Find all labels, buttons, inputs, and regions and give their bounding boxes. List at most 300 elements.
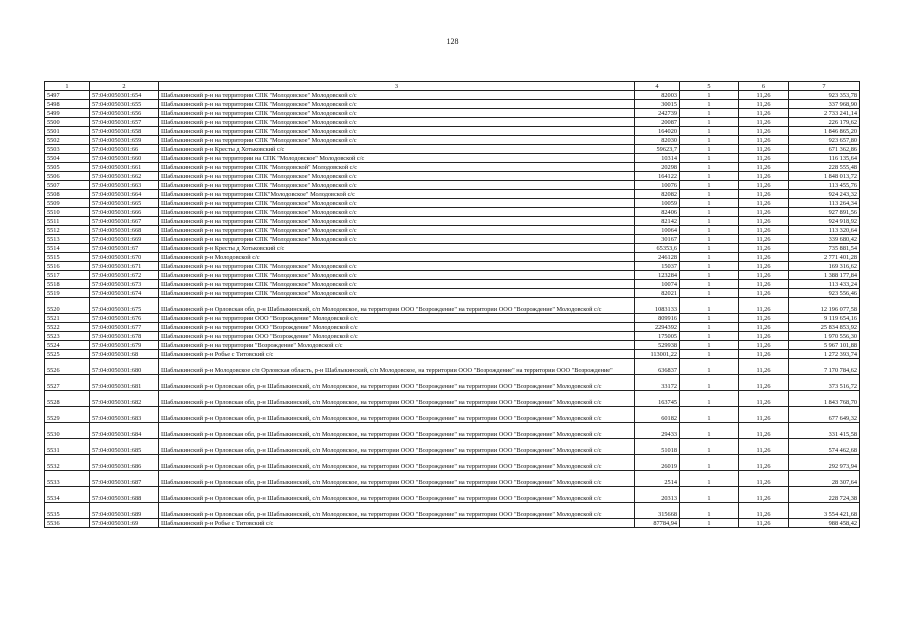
cell-area: 10074 <box>635 280 680 289</box>
cell-cad: 57:04:0050301:682 <box>90 391 159 407</box>
cell-area: 20087 <box>635 118 680 127</box>
cell-area: 10314 <box>635 154 680 163</box>
cell-num: 5502 <box>45 136 90 145</box>
cell-num: 5518 <box>45 280 90 289</box>
cell-area: 65353,6 <box>635 244 680 253</box>
cell-value: 7 170 784,62 <box>789 359 860 375</box>
cell-num: 5529 <box>45 407 90 423</box>
cell-area: 10076 <box>635 181 680 190</box>
cell-rate: 11,26 <box>739 163 789 172</box>
cell-cad: 57:04:0050301:684 <box>90 423 159 439</box>
cell-desc: Шаблыкинский р-н Орловская обл, р-н Шаблыкинский, с/п Молодовское, на территории ООО "Возрождение" на территории ООО "Возрождение" Молодовской с/с <box>159 423 635 439</box>
cell-area: 246128 <box>635 253 680 262</box>
cell-num: 5503 <box>45 145 90 154</box>
cell-value: 292 973,94 <box>789 455 860 471</box>
cell-qty: 1 <box>680 226 739 235</box>
cell-desc: Шаблыкинский р-н Орловская обл, р-н Шаблыкинский, с/п Молодовское, на территории ООО "Возрождение" на территории ООО "Возрождение" Молодовской с/с <box>159 487 635 503</box>
cell-desc: Шаблыкинский р-н на территории СПК "Молодовское" Молодовской с/с <box>159 217 635 226</box>
column-header: 4 <box>635 82 680 91</box>
cell-cad: 57:04:0050301:666 <box>90 208 159 217</box>
cell-num: 5501 <box>45 127 90 136</box>
cell-area: 82082 <box>635 190 680 199</box>
cell-cad: 57:04:0050301:68 <box>90 350 159 359</box>
cell-desc: Шаблыкинский р-н Орловская обл, р-н Шаблыкинский, с/п Молодовское, на территории ООО "Возрождение" на территории ООО "Возрождение" Молодовской с/с <box>159 503 635 519</box>
cell-cad: 57:04:0050301:685 <box>90 439 159 455</box>
cell-cad: 57:04:0050301:683 <box>90 407 159 423</box>
cell-qty: 1 <box>680 253 739 262</box>
cell-rate: 11,26 <box>739 154 789 163</box>
cell-value: 228 555,48 <box>789 163 860 172</box>
cell-qty: 1 <box>680 375 739 391</box>
cell-num: 5511 <box>45 217 90 226</box>
cell-num: 5517 <box>45 271 90 280</box>
cell-area: 1083133 <box>635 298 680 314</box>
table-row <box>45 154 860 163</box>
column-header: 2 <box>90 82 159 91</box>
cell-rate: 11,26 <box>739 280 789 289</box>
cell-qty: 1 <box>680 118 739 127</box>
cell-desc: Шаблыкинский р-н на территории ООО "Возрождение" Молодовской с/с <box>159 332 635 341</box>
cell-desc: Шаблыкинский р-н Кресты д Хотьковский с/с <box>159 145 635 154</box>
cell-cad: 57:04:0050301:681 <box>90 375 159 391</box>
cell-desc: Шаблыкинский р-н Орловская обл, р-н Шаблыкинский, с/п Молодовское, на территории ООО "Возрождение" на территории ООО "Возрождение" Молодовской с/с <box>159 471 635 487</box>
cell-value: 113 433,24 <box>789 280 860 289</box>
cell-cad: 57:04:0050301:669 <box>90 235 159 244</box>
table-row <box>45 314 860 323</box>
cell-rate: 11,26 <box>739 136 789 145</box>
table-row <box>45 271 860 280</box>
cell-value: 1 272 393,74 <box>789 350 860 359</box>
cell-desc: Шаблыкинский р-н на территории СПК "Молодовское" Молодовской с/с <box>159 172 635 181</box>
cell-qty: 1 <box>680 323 739 332</box>
cell-value: 1 848 013,72 <box>789 172 860 181</box>
cell-qty: 1 <box>680 359 739 375</box>
cell-num: 5508 <box>45 190 90 199</box>
cell-value: 2 733 241,14 <box>789 109 860 118</box>
cell-cad: 57:04:0050301:688 <box>90 487 159 503</box>
cell-rate: 11,26 <box>739 471 789 487</box>
cell-value: 574 462,68 <box>789 439 860 455</box>
cell-rate: 11,26 <box>739 199 789 208</box>
cell-rate: 11,26 <box>739 181 789 190</box>
cell-rate: 11,26 <box>739 172 789 181</box>
cell-qty: 1 <box>680 91 739 100</box>
cell-qty: 1 <box>680 487 739 503</box>
cell-qty: 1 <box>680 109 739 118</box>
table-body <box>45 82 860 528</box>
cell-num: 5506 <box>45 172 90 181</box>
table-row <box>45 350 860 359</box>
table-row <box>45 253 860 262</box>
table-row <box>45 91 860 100</box>
cell-area: 315668 <box>635 503 680 519</box>
cell-qty: 1 <box>680 244 739 253</box>
cell-value: 25 834 853,92 <box>789 323 860 332</box>
cell-num: 5500 <box>45 118 90 127</box>
cell-desc: Шаблыкинский р-н Кресты д Хотьковский с/с <box>159 244 635 253</box>
cell-cad: 57:04:0050301:657 <box>90 118 159 127</box>
cell-rate: 11,26 <box>739 289 789 298</box>
cell-value: 113 264,34 <box>789 199 860 208</box>
cell-qty: 1 <box>680 127 739 136</box>
cell-cad: 57:04:0050301:655 <box>90 100 159 109</box>
cell-value: 1 846 865,20 <box>789 127 860 136</box>
table-row <box>45 100 860 109</box>
cell-cad: 57:04:0050301:679 <box>90 341 159 350</box>
column-header: 3 <box>159 82 635 91</box>
cell-cad: 57:04:0050301:677 <box>90 323 159 332</box>
cell-desc: Шаблыкинский р-н на территории СПК "Молодовской" Молодовской с/с <box>159 163 635 172</box>
cell-cad: 57:04:0050301:662 <box>90 172 159 181</box>
cell-desc: Шаблыкинский р-н на территории СПК "Молодовское" Молодовской с/с <box>159 100 635 109</box>
cell-value: 331 415,58 <box>789 423 860 439</box>
cell-num: 5514 <box>45 244 90 253</box>
cell-qty: 1 <box>680 439 739 455</box>
cell-num: 5512 <box>45 226 90 235</box>
cell-area: 20298 <box>635 163 680 172</box>
table-row <box>45 235 860 244</box>
cell-rate: 11,26 <box>739 262 789 271</box>
cell-area: 809916 <box>635 314 680 323</box>
cell-num: 5505 <box>45 163 90 172</box>
table-row <box>45 163 860 172</box>
cell-cad: 57:04:0050301:671 <box>90 262 159 271</box>
table-row <box>45 359 860 375</box>
cell-qty: 1 <box>680 172 739 181</box>
table-row <box>45 127 860 136</box>
cell-qty: 1 <box>680 519 739 528</box>
cell-desc: Шаблыкинский р-н на территории СПК "Молодовское" Молодовской с/с <box>159 109 635 118</box>
cell-qty: 1 <box>680 199 739 208</box>
cell-desc: Шаблыкинский р-н на территории СПК "Молодовское" Молодовской с/с <box>159 127 635 136</box>
cell-rate: 11,26 <box>739 145 789 154</box>
cell-num: 5513 <box>45 235 90 244</box>
table-row <box>45 487 860 503</box>
cell-num: 5523 <box>45 332 90 341</box>
cell-desc: Шаблыкинский р-н на территории СПК "Молодовское" Молодовской с/с <box>159 226 635 235</box>
cell-num: 5531 <box>45 439 90 455</box>
cell-num: 5535 <box>45 503 90 519</box>
cell-num: 5521 <box>45 314 90 323</box>
cell-value: 923 353,78 <box>789 91 860 100</box>
cell-num: 5498 <box>45 100 90 109</box>
cell-num: 5534 <box>45 487 90 503</box>
cell-desc: Шаблыкинский р-н на территории СПК "Молодовское" Молодовской с/с <box>159 199 635 208</box>
cell-cad: 57:04:0050301:658 <box>90 127 159 136</box>
cell-value: 923 657,80 <box>789 136 860 145</box>
cell-desc: Шаблыкинский р-н на территории СПК "Молодовское" Молодовской с/с <box>159 271 635 280</box>
cell-area: 123284 <box>635 271 680 280</box>
cell-num: 5527 <box>45 375 90 391</box>
cell-area: 163745 <box>635 391 680 407</box>
cell-rate: 11,26 <box>739 519 789 528</box>
cell-num: 5526 <box>45 359 90 375</box>
cell-rate: 11,26 <box>739 109 789 118</box>
table-row <box>45 262 860 271</box>
cell-num: 5524 <box>45 341 90 350</box>
cell-rate: 11,26 <box>739 350 789 359</box>
cell-area: 529938 <box>635 341 680 350</box>
cell-qty: 1 <box>680 217 739 226</box>
cell-area: 30167 <box>635 235 680 244</box>
column-numbers-row <box>45 82 860 91</box>
cell-area: 29433 <box>635 423 680 439</box>
cell-qty: 1 <box>680 407 739 423</box>
cell-num: 5519 <box>45 289 90 298</box>
cell-value: 9 119 654,16 <box>789 314 860 323</box>
cell-desc: Шаблыкинский р-н на территории СПК "Молодовское" Молодовской с/с <box>159 91 635 100</box>
cell-qty: 1 <box>680 154 739 163</box>
cell-cad: 57:04:0050301:667 <box>90 217 159 226</box>
cell-rate: 11,26 <box>739 391 789 407</box>
cell-area: 60182 <box>635 407 680 423</box>
cell-rate: 11,26 <box>739 244 789 253</box>
cell-desc: Шаблыкинский р-н Робье с Титовский с/с <box>159 519 635 528</box>
cell-qty: 1 <box>680 100 739 109</box>
cell-area: 82030 <box>635 136 680 145</box>
cell-rate: 11,26 <box>739 208 789 217</box>
cell-num: 5522 <box>45 323 90 332</box>
cell-area: 87784,94 <box>635 519 680 528</box>
cell-rate: 11,26 <box>739 314 789 323</box>
cell-value: 671 362,86 <box>789 145 860 154</box>
cell-desc: Шаблыкинский р-н Орловская обл, р-н Шаблыкинский, с/п Молодовское, на территории ООО "Возрождение" на территории ООО "Возрождение" Молодовской с/с <box>159 407 635 423</box>
cell-value: 228 724,38 <box>789 487 860 503</box>
cell-rate: 11,26 <box>739 455 789 471</box>
cell-rate: 11,26 <box>739 253 789 262</box>
cell-value: 339 680,42 <box>789 235 860 244</box>
cell-rate: 11,26 <box>739 332 789 341</box>
cell-area: 175005 <box>635 332 680 341</box>
cell-cad: 57:04:0050301:663 <box>90 181 159 190</box>
cell-rate: 11,26 <box>739 323 789 332</box>
cell-qty: 1 <box>680 341 739 350</box>
table-row <box>45 280 860 289</box>
cell-cad: 57:04:0050301:67 <box>90 244 159 253</box>
cell-value: 337 968,90 <box>789 100 860 109</box>
cell-value: 988 458,42 <box>789 519 860 528</box>
cell-desc: Шаблыкинский р-н на территории СПК "Молодовское" Молодовской с/с <box>159 262 635 271</box>
cell-area: 636837 <box>635 359 680 375</box>
cell-area: 20313 <box>635 487 680 503</box>
cell-num: 5497 <box>45 91 90 100</box>
table-row <box>45 208 860 217</box>
cell-value: 924 918,92 <box>789 217 860 226</box>
cell-desc: Шаблыкинский р-н Робье с Титовский с/с <box>159 350 635 359</box>
cell-area: 10064 <box>635 226 680 235</box>
cell-area: 15037 <box>635 262 680 271</box>
table-row <box>45 136 860 145</box>
cell-num: 5504 <box>45 154 90 163</box>
cell-cad: 57:04:0050301:670 <box>90 253 159 262</box>
table-row <box>45 519 860 528</box>
cell-cad: 57:04:0050301:673 <box>90 280 159 289</box>
cell-area: 10059 <box>635 199 680 208</box>
cell-num: 5533 <box>45 471 90 487</box>
cell-value: 28 307,64 <box>789 471 860 487</box>
cell-value: 923 556,46 <box>789 289 860 298</box>
table-row <box>45 145 860 154</box>
cell-cad: 57:04:0050301:680 <box>90 359 159 375</box>
cell-num: 5507 <box>45 181 90 190</box>
cell-num: 5516 <box>45 262 90 271</box>
cell-area: 113001,22 <box>635 350 680 359</box>
cell-qty: 1 <box>680 391 739 407</box>
cell-desc: Шаблыкинский р-н на территории СПК "Молодовское" Молодовской с/с <box>159 136 635 145</box>
cell-area: 242739 <box>635 109 680 118</box>
cell-num: 5515 <box>45 253 90 262</box>
cell-area: 2294392 <box>635 323 680 332</box>
cell-qty: 1 <box>680 163 739 172</box>
cell-num: 5530 <box>45 423 90 439</box>
table-row <box>45 375 860 391</box>
cell-num: 5532 <box>45 455 90 471</box>
cell-value: 2 771 401,28 <box>789 253 860 262</box>
cell-value: 735 881,54 <box>789 244 860 253</box>
cell-area: 2514 <box>635 471 680 487</box>
column-header: 7 <box>789 82 860 91</box>
cell-qty: 1 <box>680 271 739 280</box>
cell-qty: 1 <box>680 423 739 439</box>
cell-area: 33172 <box>635 375 680 391</box>
cell-qty: 1 <box>680 298 739 314</box>
cell-desc: Шаблыкинский р-н на территории СПК "Молодовское" Молодовской с/с <box>159 208 635 217</box>
cell-value: 5 967 101,88 <box>789 341 860 350</box>
cell-area: 30015 <box>635 100 680 109</box>
cell-rate: 11,26 <box>739 118 789 127</box>
cell-value: 1 843 768,70 <box>789 391 860 407</box>
cell-qty: 1 <box>680 314 739 323</box>
page-number: 128 <box>446 37 459 46</box>
cell-desc: Шаблыкинский р-н Орловская обл, р-н Шаблыкинский, с/п Молодовское, на территории ООО "Возрождение" на территории ООО "Возрождение" Молодовской с/с <box>159 391 635 407</box>
cell-qty: 1 <box>680 332 739 341</box>
cell-cad: 57:04:0050301:676 <box>90 314 159 323</box>
cell-area: 164122 <box>635 172 680 181</box>
cell-qty: 1 <box>680 471 739 487</box>
table-row <box>45 341 860 350</box>
table-row <box>45 439 860 455</box>
cell-num: 5528 <box>45 391 90 407</box>
cell-rate: 11,26 <box>739 423 789 439</box>
cell-cad: 57:04:0050301:664 <box>90 190 159 199</box>
cell-qty: 1 <box>680 136 739 145</box>
cell-desc: Шаблыкинский р-н Орловская обл, р-н Шаблыкинский, с/п Молодовское, на территории ООО "Возрождение" на территории ООО "Возрождение" Молодовской с/с <box>159 455 635 471</box>
cell-value: 113 320,64 <box>789 226 860 235</box>
cell-desc: Шаблыкинский р-н на территории ООО "Возрождение" Молодовской с/с <box>159 314 635 323</box>
cell-area: 82021 <box>635 289 680 298</box>
table-row <box>45 109 860 118</box>
table-row <box>45 407 860 423</box>
cell-desc: Шаблыкинский р-н Орловская обл, р-н Шаблыкинский, с/п Молодовское, на территории ООО "Возрождение" на территории ООО "Возрождение" Молодовской с/с <box>159 375 635 391</box>
cell-qty: 1 <box>680 280 739 289</box>
cell-desc: Шаблыкинский р-н на территории СПК "Молодовское" Молодовской с/с <box>159 289 635 298</box>
table-row <box>45 199 860 208</box>
cell-value: 373 516,72 <box>789 375 860 391</box>
cell-rate: 11,26 <box>739 127 789 136</box>
cell-rate: 11,26 <box>739 439 789 455</box>
cell-value: 1 388 177,84 <box>789 271 860 280</box>
cell-rate: 11,26 <box>739 503 789 519</box>
cell-cad: 57:04:0050301:660 <box>90 154 159 163</box>
cell-area: 59623,7 <box>635 145 680 154</box>
cell-desc: Шаблыкинский р-н на территории СПК"Молодовское" Молодовской с/с <box>159 190 635 199</box>
cell-qty: 1 <box>680 235 739 244</box>
table-row <box>45 244 860 253</box>
column-header: 1 <box>45 82 90 91</box>
cell-cad: 57:04:0050301:665 <box>90 199 159 208</box>
cell-qty: 1 <box>680 503 739 519</box>
table-row <box>45 323 860 332</box>
cell-desc: Шаблыкинский р-н на территории на СПК "Молодовское" Молодовской с/с <box>159 154 635 163</box>
cell-value: 12 196 077,58 <box>789 298 860 314</box>
cell-rate: 11,26 <box>739 407 789 423</box>
table-row <box>45 289 860 298</box>
cell-value: 1 970 556,30 <box>789 332 860 341</box>
cell-area: 26019 <box>635 455 680 471</box>
cell-qty: 1 <box>680 350 739 359</box>
cell-value: 169 316,62 <box>789 262 860 271</box>
table-row <box>45 190 860 199</box>
cell-cad: 57:04:0050301:675 <box>90 298 159 314</box>
table-row <box>45 455 860 471</box>
cell-rate: 11,26 <box>739 298 789 314</box>
cell-rate: 11,26 <box>739 217 789 226</box>
cell-num: 5510 <box>45 208 90 217</box>
cell-rate: 11,26 <box>739 271 789 280</box>
cell-qty: 1 <box>680 208 739 217</box>
cell-cad: 57:04:0050301:69 <box>90 519 159 528</box>
cell-desc: Шаблыкинский р-н Молодовской с/с <box>159 253 635 262</box>
cell-cad: 57:04:0050301:654 <box>90 91 159 100</box>
cell-cad: 57:04:0050301:659 <box>90 136 159 145</box>
cell-desc: Шаблыкинский р-н на территории СПК "Молодовское" Молодовской с/с <box>159 235 635 244</box>
cell-cad: 57:04:0050301:686 <box>90 455 159 471</box>
cell-rate: 11,26 <box>739 226 789 235</box>
cell-rate: 11,26 <box>739 375 789 391</box>
table-row <box>45 181 860 190</box>
cell-rate: 11,26 <box>739 190 789 199</box>
cell-cad: 57:04:0050301:668 <box>90 226 159 235</box>
cell-area: 164020 <box>635 127 680 136</box>
cell-area: 82142 <box>635 217 680 226</box>
table-row <box>45 118 860 127</box>
cell-cad: 57:04:0050301:689 <box>90 503 159 519</box>
cell-area: 82003 <box>635 91 680 100</box>
cell-value: 927 891,56 <box>789 208 860 217</box>
cell-qty: 1 <box>680 145 739 154</box>
table-row <box>45 423 860 439</box>
cell-num: 5509 <box>45 199 90 208</box>
cell-value: 677 649,32 <box>789 407 860 423</box>
cell-cad: 57:04:0050301:674 <box>90 289 159 298</box>
cell-desc: Шаблыкинский р-н на территории СПК "Молодовское" Молодовской с/с <box>159 118 635 127</box>
cell-qty: 1 <box>680 190 739 199</box>
table-row <box>45 298 860 314</box>
column-header: 5 <box>680 82 739 91</box>
cell-num: 5536 <box>45 519 90 528</box>
cell-value: 226 179,62 <box>789 118 860 127</box>
cell-value: 116 135,64 <box>789 154 860 163</box>
cell-num: 5520 <box>45 298 90 314</box>
cell-rate: 11,26 <box>739 341 789 350</box>
cell-desc: Шаблыкинский р-н на территории "Возрождение" Молодовской с/с <box>159 341 635 350</box>
cell-desc: Шаблыкинский р-н на территории ООО "Возрождение" Молодовской с/с <box>159 323 635 332</box>
cell-qty: 1 <box>680 181 739 190</box>
table-row <box>45 391 860 407</box>
cell-value: 113 455,76 <box>789 181 860 190</box>
table-row <box>45 172 860 181</box>
cell-area: 82406 <box>635 208 680 217</box>
